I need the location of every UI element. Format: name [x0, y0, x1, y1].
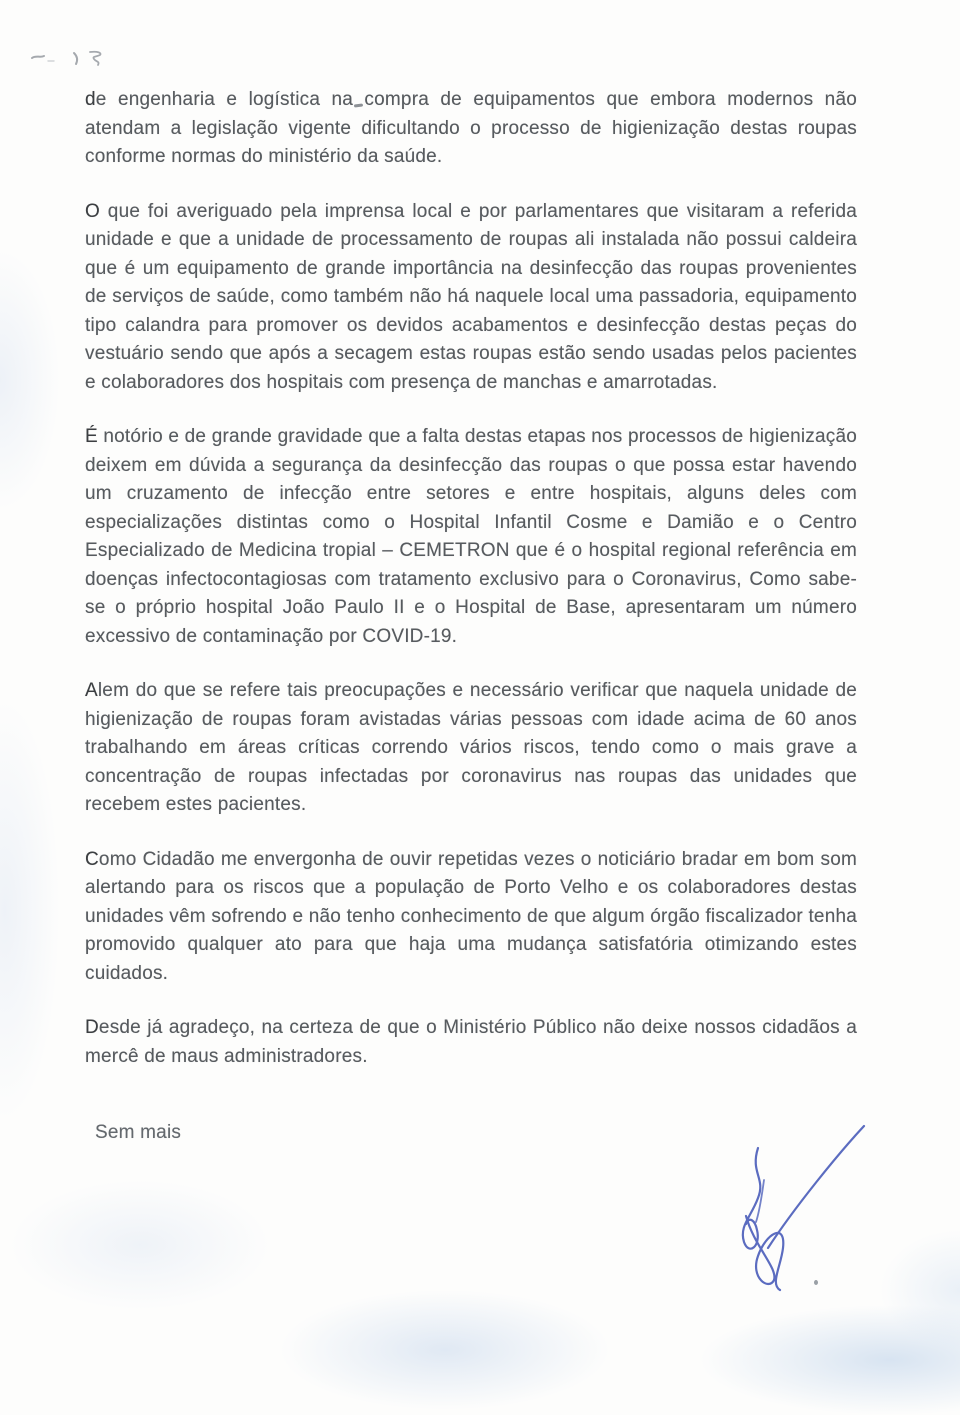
- scan-smudge: [280, 1290, 610, 1410]
- pen-scribble-mark: [28, 46, 124, 76]
- paragraph-5: Como Cidadão me envergonha de ouvir repetidas vezes o noticiário bradar em bom som alertando para os riscos que a população de Porto Velho e os colaboradores destas unidades vêm sofrendo e não tenho conhecimento de que algum órgão fiscalizador tenha promovido qualquer ato para que haja uma mudança satisfatória otimizando estes cuidados.: [85, 848, 857, 984]
- paragraph-3: É notório e de grande gravidade que a falta destas etapas nos processos de higienização deixem em dúvida a segurança da desinfecção das roupas o que possa estar havendo um cruzamento de infecção entre setores e entre hospitais, alguns deles com especializações distintas como o Hospital Infantil Cosme e Damião e o Centro Especializado de Medicina tropial – CEMETRON que é o hospital regional referência em doenças infectocontagiosas com tratamento exclusivo para o Coronavirus, Como sabe-se o próprio hospital João Paulo II e o Hospital de Base, apresentaram um número excessivo de contaminação por COVID-19.: [85, 426, 857, 647]
- scan-smudge: [0, 250, 60, 510]
- scan-smudge: [0, 700, 60, 1120]
- scan-smudge: [700, 1305, 960, 1415]
- paragraph-4: Alem do que se refere tais preocupações e necessário verificar que naquela unidade de higienização de roupas foram avistadas várias pessoas com idade acima de 60 anos trabalhando em áreas críticas correndo vários riscos, tendo como o mais grave a concentração de roupas infectadas por coronavirus nas roupas das unidades que recebem estes pacientes.: [85, 680, 857, 815]
- closing-sem-mais: Sem mais: [95, 1122, 182, 1143]
- letter-body: [85, 86, 857, 1148]
- paragraph-1: de engenharia e logística na compra de equipamentos que embora modernos não atendam a legislação vigente dificultando o processo de higienização destas roupas conforme normas do ministério da saúde.: [85, 89, 857, 167]
- paragraph-2: O que foi averiguado pela imprensa local e por parlamentares que visitaram a referida unidade e que a unidade de processamento de roupas ali instalada não possui caldeira que é um equipamento de grande importância na desinfecção das roupas provenientes de serviços de saúde, como também não há naquele local uma passadoria, equipamento tipo calandra para promover os devidos acabamentos e desinfecção destas peças do vestuário sendo que após a secagem estas roupas estão sendo usadas pelos pacientes e colaboradores dos hospitais com presença de manchas e amarrotadas.: [85, 200, 857, 393]
- scan-smudge: [880, 1230, 960, 1350]
- paragraph-6: Desde já agradeço, na certeza de que o Ministério Público não deixe nossos cidadãos a mercê de maus administradores.: [85, 1017, 857, 1067]
- scan-smudge: [10, 1180, 270, 1310]
- signature-ink: [720, 1118, 870, 1296]
